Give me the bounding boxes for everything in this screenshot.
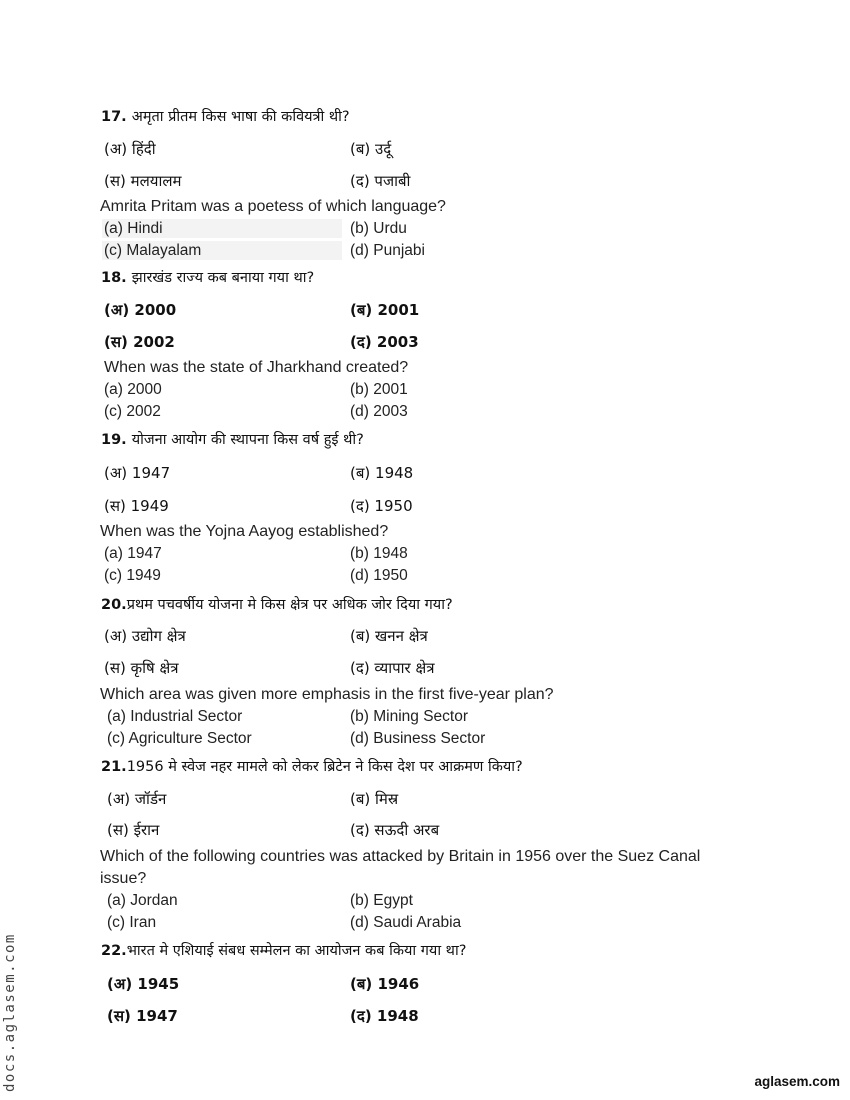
option-c-english: (c) Agriculture Sector [107,730,252,747]
option-a-hindi: (अ) उद्योग क्षेत्र [104,627,186,645]
option-c-english: (c) Iran [107,914,157,931]
option-d-english: (d) Punjabi [350,242,425,259]
option-d-english: (d) Business Sector [350,730,486,747]
option-b-english: (b) Egypt [350,892,413,909]
option-d-english: (d) Saudi Arabia [350,914,462,931]
option-c-hindi: (स) 1949 [104,497,169,515]
question-number: 18. [101,270,127,286]
option-c-hindi: (स) 1947 [107,1007,178,1025]
option-b-hindi: (ब) 1946 [350,975,420,993]
option-d-hindi: (द) सऊदी अरब [350,821,440,839]
question-21-hindi [101,756,523,776]
option-d-hindi: (द) 1948 [350,1007,419,1025]
option-a-hindi: (अ) हिंदी [104,140,156,158]
question-number: 19. [101,432,127,448]
question-number: 22. [101,943,127,959]
option-a-hindi: (अ) 2000 [104,301,177,319]
question-19-hindi [101,429,364,449]
question-number: 20. [101,597,127,613]
question-20-hindi [101,594,453,614]
option-a-hindi: (अ) 1945 [107,975,180,993]
option-a-english: (a) 2000 [104,381,162,398]
option-c-hindi: (स) 2002 [104,333,175,351]
question-text-hindi: झारखंड राज्य कब बनाया गया था? [131,270,315,286]
option-d-hindi: (द) 1950 [350,497,413,515]
question-number: 21. [101,759,127,775]
option-a-hindi: (अ) जॉर्डन [107,790,167,808]
question-19-english: When was the Yojna Aayog established? [100,523,389,540]
option-d-english: (d) 1950 [350,567,408,584]
option-a-english: (a) 1947 [104,545,162,562]
option-c-english: (c) Malayalam [104,242,202,259]
option-a-hindi: (अ) 1947 [104,464,171,482]
option-d-hindi: (द) व्यापार क्षेत्र [350,659,435,677]
question-text-hindi: भारत मे एशियाई संबध सम्मेलन का आयोजन कब किया गया था? [126,943,467,959]
option-b-hindi: (ब) मिस्र [350,790,399,808]
question-17-hindi [101,106,350,126]
option-c-english: (c) 2002 [104,403,161,420]
question-text-hindi: 1956 मे स्वेज नहर मामले को लेकर ब्रिटेन ने किस देश पर आक्रमण किया? [126,759,523,775]
question-18-english: When was the state of Jharkhand created? [104,359,409,376]
option-c-hindi: (स) मलयालम [104,172,182,190]
question-21-english-line1: Which of the following countries was attacked by Britain in 1956 over the Suez Canal [100,848,701,865]
option-b-english: (b) 2001 [350,381,408,398]
option-b-hindi: (ब) 2001 [350,301,420,319]
option-b-english: (b) Mining Sector [350,708,469,725]
question-18-hindi [101,267,314,287]
question-20-english: Which area was given more emphasis in the first five-year plan? [100,686,554,703]
option-b-hindi: (ब) उर्दू [350,140,392,158]
option-d-hindi: (द) पजाबी [350,172,411,190]
option-b-english: (b) Urdu [350,220,407,237]
option-c-hindi: (स) ईरान [107,821,160,839]
option-a-english: (a) Industrial Sector [107,708,243,725]
option-b-hindi: (ब) 1948 [350,464,414,482]
option-b-english: (b) 1948 [350,545,408,562]
question-22-hindi [101,940,466,960]
option-c-hindi: (स) कृषि क्षेत्र [104,659,179,677]
question-17-english: Amrita Pritam was a poetess of which language? [100,198,446,215]
question-number: 17. [101,109,127,125]
side-watermark: docs.aglasem.com [2,933,18,1092]
option-d-english: (d) 2003 [350,403,408,420]
question-text-hindi: योजना आयोग की स्थापना किस वर्ष हुई थी? [131,432,364,448]
option-b-hindi: (ब) खनन क्षेत्र [350,627,428,645]
option-a-english: (a) Hindi [104,220,163,237]
option-a-english: (a) Jordan [107,892,178,909]
option-d-hindi: (द) 2003 [350,333,419,351]
question-text-hindi: प्रथम पचवर्षीय योजना मे किस क्षेत्र पर अधिक जोर दिया गया? [126,597,453,613]
question-21-english-line2: issue? [100,870,147,887]
option-c-english: (c) 1949 [104,567,161,584]
brand-footer: aglasem.com [754,1074,840,1089]
question-text-hindi: अमृता प्रीतम किस भाषा की कवियत्री थी? [131,109,350,125]
